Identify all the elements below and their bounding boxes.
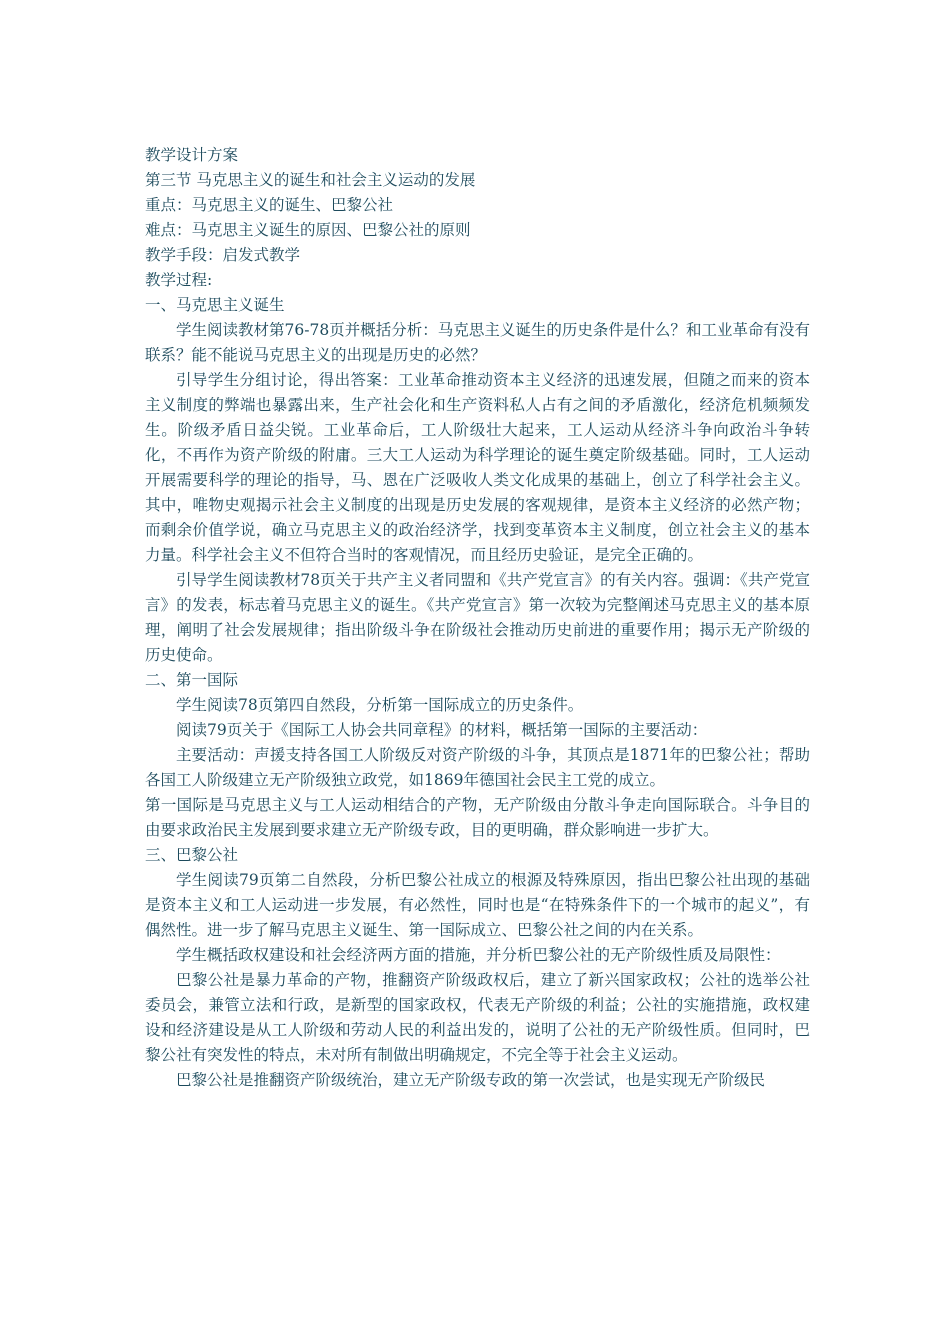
part3-heading: 三、巴黎公社 <box>145 846 239 864</box>
key-points: 重点：马克思主义的诞生、巴黎公社 <box>145 196 394 214</box>
teaching-method: 教学手段：启发式教学 <box>145 246 301 264</box>
section-title: 第三节 马克思主义的诞生和社会主义运动的发展 <box>145 171 476 189</box>
document-page <box>145 143 810 1093</box>
part2-paragraph: 阅读79页关于《国际工人协会共同章程》的材料，概括第一国际的主要活动： <box>176 721 708 739</box>
part1-paragraph: 引导学生阅读教材78页关于共产主义者同盟和《共产党宣言》的有关内容。强调：《共产党宣言》的发表，标志着马克思主义的诞生。《共产党宣言》第一次较为完整阐述马克思主义的基本原理，阐明了社会发展规律；指出阶级斗争在阶级社会推动历史前进的重要作用；揭示无产阶级的历史使命。 <box>145 571 810 664</box>
part1-paragraph: 学生阅读教材第76-78页并概括分析：马克思主义诞生的历史条件是什么？和工业革命有没有联系？能不能说马克思主义的出现是历史的必然？ <box>145 321 810 364</box>
document-title: 教学设计方案 <box>145 146 239 164</box>
part3-paragraph: 学生概括政权建设和社会经济两方面的措施，并分析巴黎公社的无产阶级性质及局限性： <box>176 946 781 964</box>
part1-paragraph: 引导学生分组讨论，得出答案：工业革命推动资本主义经济的迅速发展，但随之而来的资本主义制度的弊端也暴露出来，生产社会化和生产资料私人占有之间的矛盾激化，经济危机频频发生。阶级矛盾日益尖锐。工业革命后，工人阶级壮大起来，工人运动从经济斗争向政治斗争转化，不再作为资产阶级的附庸。三大工人运动为科学理论的诞生奠定阶级基础。同时，工人运动开展需要科学的理论的指导，马、恩在广泛吸收人类文化成果的基础上，创立了科学社会主义。其中，唯物史观揭示社会主义制度的出现是历史发展的客观规律，是资本主义经济的必然产物；而剩余价值学说，确立马克思主义的政治经济学，找到变革资本主义制度，创立社会主义的基本力量。科学社会主义不但符合当时的客观情况，而且经历史验证，是完全正确的。 <box>145 371 810 564</box>
part2-paragraph: 学生阅读78页第四自然段，分析第一国际成立的历史条件。 <box>176 696 584 714</box>
part1-heading: 一、马克思主义诞生 <box>145 296 285 314</box>
part2-paragraph: 第一国际是马克思主义与工人运动相结合的产物，无产阶级由分散斗争走向国际联合。斗争目的由要求政治民主发展到要求建立无产阶级专政，目的更明确，群众影响进一步扩大。 <box>145 796 810 839</box>
part2-heading: 二、第一国际 <box>145 671 239 689</box>
part3-paragraph: 巴黎公社是推翻资产阶级统治，建立无产阶级专政的第一次尝试，也是实现无产阶级民 <box>176 1071 766 1089</box>
part3-paragraph: 学生阅读79页第二自然段，分析巴黎公社成立的根源及特殊原因，指出巴黎公社出现的基础是资本主义和工人运动进一步发展，有必然性，同时也是“在特殊条件下的一个城市的起义”，有偶然性。进一步了解马克思主义诞生、第一国际成立、巴黎公社之间的内在关系。 <box>145 871 810 939</box>
difficulties: 难点：马克思主义诞生的原因、巴黎公社的原则 <box>145 221 471 239</box>
part2-paragraph: 主要活动：声援支持各国工人阶级反对资产阶级的斗争，其顶点是1871年的巴黎公社；帮助各国工人阶级建立无产阶级独立政党，如1869年德国社会民主工党的成立。 <box>145 746 810 789</box>
part3-paragraph: 巴黎公社是暴力革命的产物，推翻资产阶级政权后，建立了新兴国家政权；公社的选举公社委员会，兼管立法和行政，是新型的国家政权，代表无产阶级的利益；公社的实施措施，政权建设和经济建设是从工人阶级和劳动人民的利益出发的，说明了公社的无产阶级性质。但同时，巴黎公社有突发性的特点，未对所有制做出明确规定，不完全等于社会主义运动。 <box>145 971 810 1064</box>
process-label: 教学过程: <box>145 271 213 289</box>
